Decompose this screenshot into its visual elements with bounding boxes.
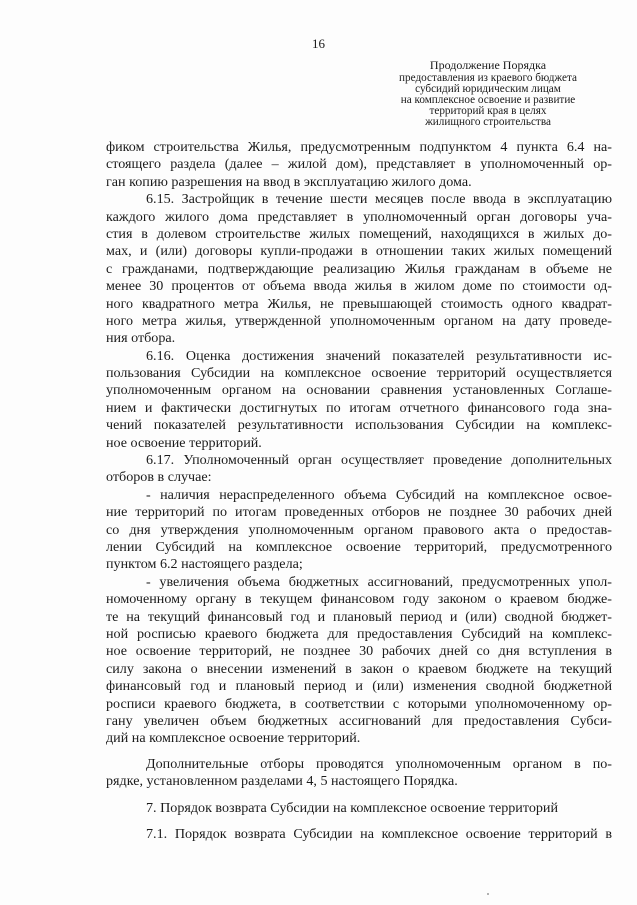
header-block	[376, 58, 600, 128]
text-line: Дополнительные отборы проводятся уполномоченным органом в по-	[146, 755, 612, 772]
text-line: чений показателей результативности использования Субсидии на комплекс-	[106, 417, 612, 434]
text-line: - наличия нераспределенного объема Субсидий на комплексное освое-	[146, 486, 612, 503]
text-line: дий на комплексное освоение территорий.	[106, 730, 361, 747]
text-line: менее 30 процентов от объема ввода жилья в жилом доме по стоимости од-	[106, 278, 612, 295]
text-line: гану увеличен объем бюджетных ассигнований для предоставления Субси-	[106, 712, 612, 729]
text-line: уполномоченным органом на основании сравнения установленных Соглаше-	[106, 382, 612, 399]
text-line: - увеличения объема бюджетных ассигнований, предусмотренных упол-	[146, 573, 612, 590]
text-line: росписи краевого бюджета, в соответствии с которыми уполномоченному ор-	[106, 695, 612, 712]
scan-speck	[487, 893, 489, 895]
paragraph-6-17	[106, 452, 612, 487]
spacer	[106, 790, 612, 800]
text-line: стоящего раздела (далее – жилой дом), представляет в уполномоченный ор-	[106, 156, 612, 173]
body-text	[106, 139, 612, 843]
text-line: пользования Субсидии на комплексное освоение территорий осуществляется	[106, 365, 612, 382]
text-line: ное освоение территорий, не позднее 30 рабочих дней со дня вступления в	[106, 643, 612, 660]
text-line: лении Субсидий на комплексное освоение территорий, предусмотренного	[106, 538, 612, 555]
header-line: территорий края в целях	[429, 105, 547, 117]
text-line: те на текущий финансовый год и плановый период и (или) сводной бюджет-	[106, 608, 612, 625]
header-line: на комплексное освоение и развитие	[400, 94, 576, 106]
text-line: с гражданами, подтверждающие реализацию Жилья гражданам в объеме не	[106, 260, 612, 277]
text-line: пунктом 6.2 настоящего раздела;	[106, 556, 303, 573]
text-line: ного квадратного метра Жилья, не превышающей стоимость одного квадрат-	[106, 295, 612, 312]
paragraph-continuation	[106, 139, 612, 191]
text-line: нием и фактически достигнутых по итогам отчетного финансового года зна-	[106, 399, 612, 416]
spacer	[106, 818, 612, 826]
text-line: 6.16. Оценка достижения значений показателей результативности ис-	[146, 347, 612, 364]
paragraph-6-15	[106, 191, 612, 348]
paragraph-6-16	[106, 348, 612, 452]
header-line: субсидий юридическим лицам	[415, 83, 561, 95]
text-line: ного метра жилья, утвержденной уполномоченным органом на дату проведе-	[106, 312, 612, 329]
text-line: мах, и (или) договоры купли-продажи в отношении таких жилых помещений	[106, 243, 612, 260]
header-title: Продолжение Порядка	[429, 58, 547, 72]
section-7-heading: 7. Порядок возврата Субсидии на комплексное освоение территорий	[146, 800, 558, 817]
page-number: 16	[312, 36, 325, 51]
spacer	[106, 748, 612, 756]
text-line: 6.17. Уполномоченный орган осуществляет проведение дополнительных	[146, 452, 612, 469]
paragraph-additional-selections	[106, 756, 612, 791]
text-line: финансовый год и плановый период и (или) изменения сводной бюджетной	[106, 678, 612, 695]
text-line: ган копию разрешения на ввод в эксплуатацию жилого дома.	[106, 173, 472, 190]
header-line: жилищного строительства	[425, 116, 551, 128]
text-line: ной росписью краевого бюджета для предоставления Субсидий на комплекс-	[106, 625, 612, 642]
text-line: ния отбора.	[106, 330, 176, 347]
text-line: 6.15. Застройщик в течение шести месяцев после ввода в эксплуатацию	[146, 191, 612, 208]
text-line: рядке, установленном разделами 4, 5 настоящего Порядка.	[106, 773, 458, 790]
header-line: предоставления из краевого бюджета	[399, 72, 577, 84]
text-line: силу закона о внесении изменений в закон о краевом бюджете на текущий	[106, 660, 612, 677]
paragraph-7-1: 7.1. Порядок возврата Субсидии на комплексное освоение территорий в	[146, 825, 612, 842]
list-item	[106, 574, 612, 748]
text-line: ние территорий по итогам проведенных отборов не позднее 30 рабочих дней	[106, 504, 612, 521]
list-item	[106, 487, 612, 574]
text-line: со дня утверждения уполномоченным органом правового акта о предостав-	[106, 521, 612, 538]
text-line: отборов в случае:	[106, 469, 212, 486]
text-line: фиком строительства Жилья, предусмотренным подпунктом 4 пункта 6.4 на-	[106, 139, 612, 155]
text-line: ное освоение территорий.	[106, 434, 262, 451]
text-line: номоченному органу в текущем финансовом году законом о краевом бюдже-	[106, 591, 612, 608]
text-line: каждого жилого дома представляет в уполномоченный орган договоры уча-	[106, 208, 612, 225]
text-line: стия в долевом строительстве жилых помещений, находящихся в жилых до-	[106, 225, 612, 242]
